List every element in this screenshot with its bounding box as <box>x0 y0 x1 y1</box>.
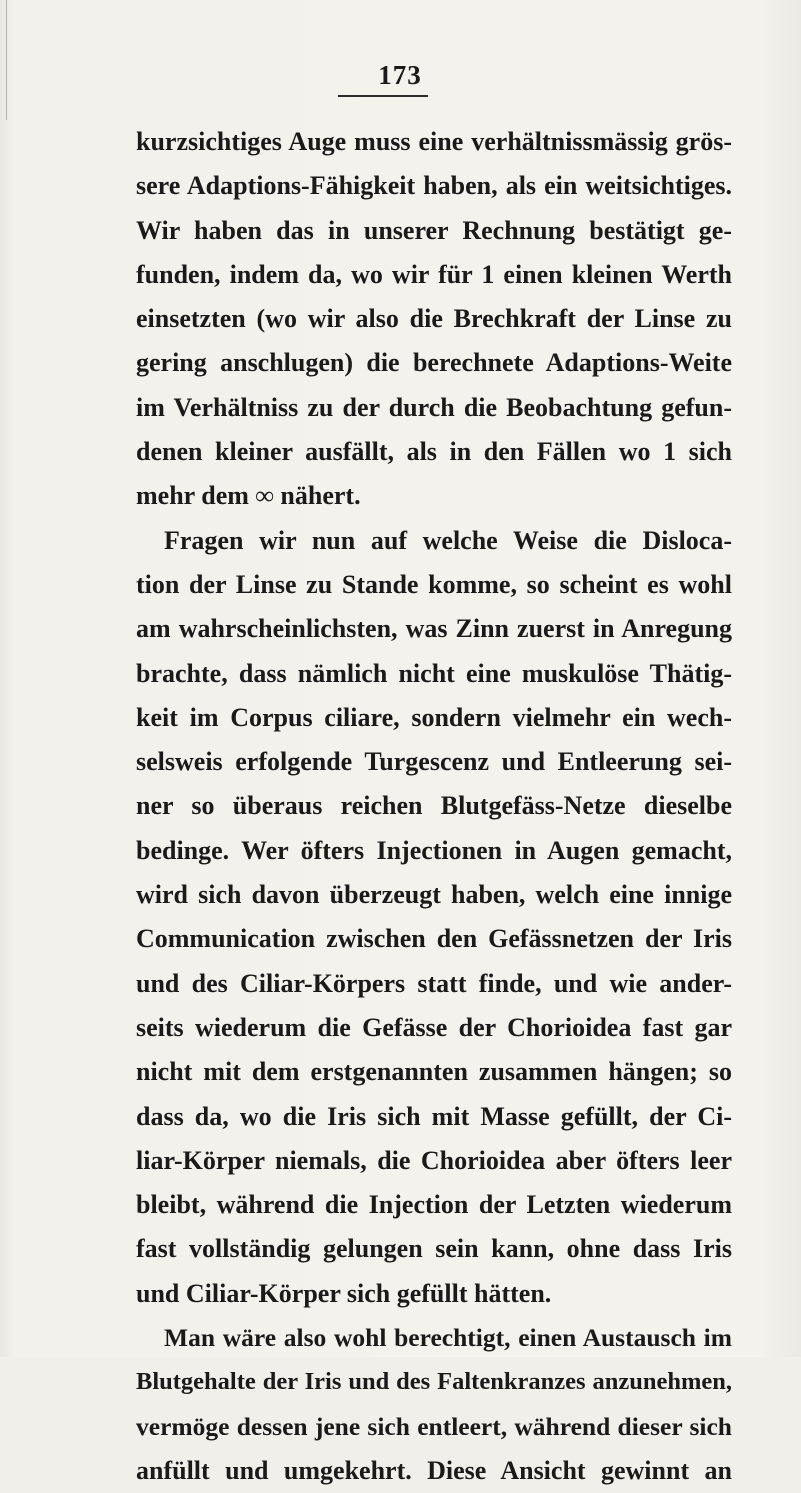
text-line: tion der Linse zu Stande komme, so scheint es wohl <box>136 569 732 599</box>
text-line: vermöge dessen jene sich entleert, während dieser sich <box>136 1411 732 1441</box>
text-line: Blutgehalte der Iris und des Faltenkranzes anzunehmen, <box>136 1368 732 1396</box>
text-line: fast vollständig gelungen sein kann, ohne dass Iris <box>136 1234 732 1264</box>
text-line: und Ciliar-Körper sich gefüllt hätten. <box>136 1278 552 1308</box>
text-line: gering anschlugen) die berechnete Adaptions-Weite <box>136 348 732 378</box>
text-line: selsweis erfolgende Turgescenz und Entleerung sei- <box>136 747 732 777</box>
text-line: ner so überaus reichen Blutgefäss-Netze dieselbe <box>136 791 732 821</box>
text-line: bleibt, während die Injection der Letzten wiederum <box>136 1190 732 1220</box>
text-line: am wahrscheinlichsten, was Zinn zuerst in Anregung <box>136 614 732 644</box>
text-line: Fragen wir nun auf welche Weise die Disloca- <box>164 525 732 555</box>
text-line: Communication zwischen den Gefässnetzen der Iris <box>136 924 732 954</box>
text-line: Man wäre also wohl berechtigt, einen Austausch im <box>164 1323 732 1353</box>
text-line: bedinge. Wer öfters Injectionen in Augen gemacht, <box>136 835 732 865</box>
page-number-rule <box>338 95 428 97</box>
text-line: liar-Körper niemals, die Chorioidea aber öfters leer <box>136 1145 732 1175</box>
text-line: keit im Corpus ciliare, sondern vielmehr ein wech- <box>136 702 732 732</box>
text-line: brachte, dass nämlich nicht eine muskulöse Thätig- <box>136 658 732 688</box>
text-line: im Verhältniss zu der durch die Beobachtung gefun- <box>136 392 732 422</box>
gutter-edge <box>6 0 7 120</box>
text-line: wird sich davon überzeugt haben, welch eine innige <box>136 880 732 910</box>
text-line: denen kleiner ausfällt, als in den Fällen wo 1 sich <box>136 437 732 467</box>
text-line: anfüllt und umgekehrt. Diese Ansicht gewinnt an <box>136 1455 732 1485</box>
text-line: Wir haben das in unserer Rechnung bestätigt ge- <box>136 215 732 245</box>
text-line: dass da, wo die Iris sich mit Masse gefüllt, der Ci- <box>136 1101 732 1131</box>
text-line: einsetzten (wo wir also die Brechkraft der Linse zu <box>136 304 732 334</box>
text-line: sere Adaptions-Fähigkeit haben, als ein weitsichtiges. <box>136 171 732 201</box>
text-line: kurzsichtiges Auge muss eine verhältnissmässig grös- <box>136 127 732 156</box>
text-line: und des Ciliar-Körpers statt finde, und wie ander- <box>136 968 732 998</box>
body-text <box>136 120 732 1493</box>
text-line: mehr dem ∞ nähert. <box>136 481 361 511</box>
text-line: funden, indem da, wo wir für 1 einen kleinen Werth <box>136 259 732 289</box>
text-line: seits wiederum die Gefässe der Chorioidea fast gar <box>136 1012 732 1042</box>
text-line: nicht mit dem erstgenannten zusammen hängen; so <box>136 1057 732 1087</box>
page-number: 173 <box>378 60 422 90</box>
